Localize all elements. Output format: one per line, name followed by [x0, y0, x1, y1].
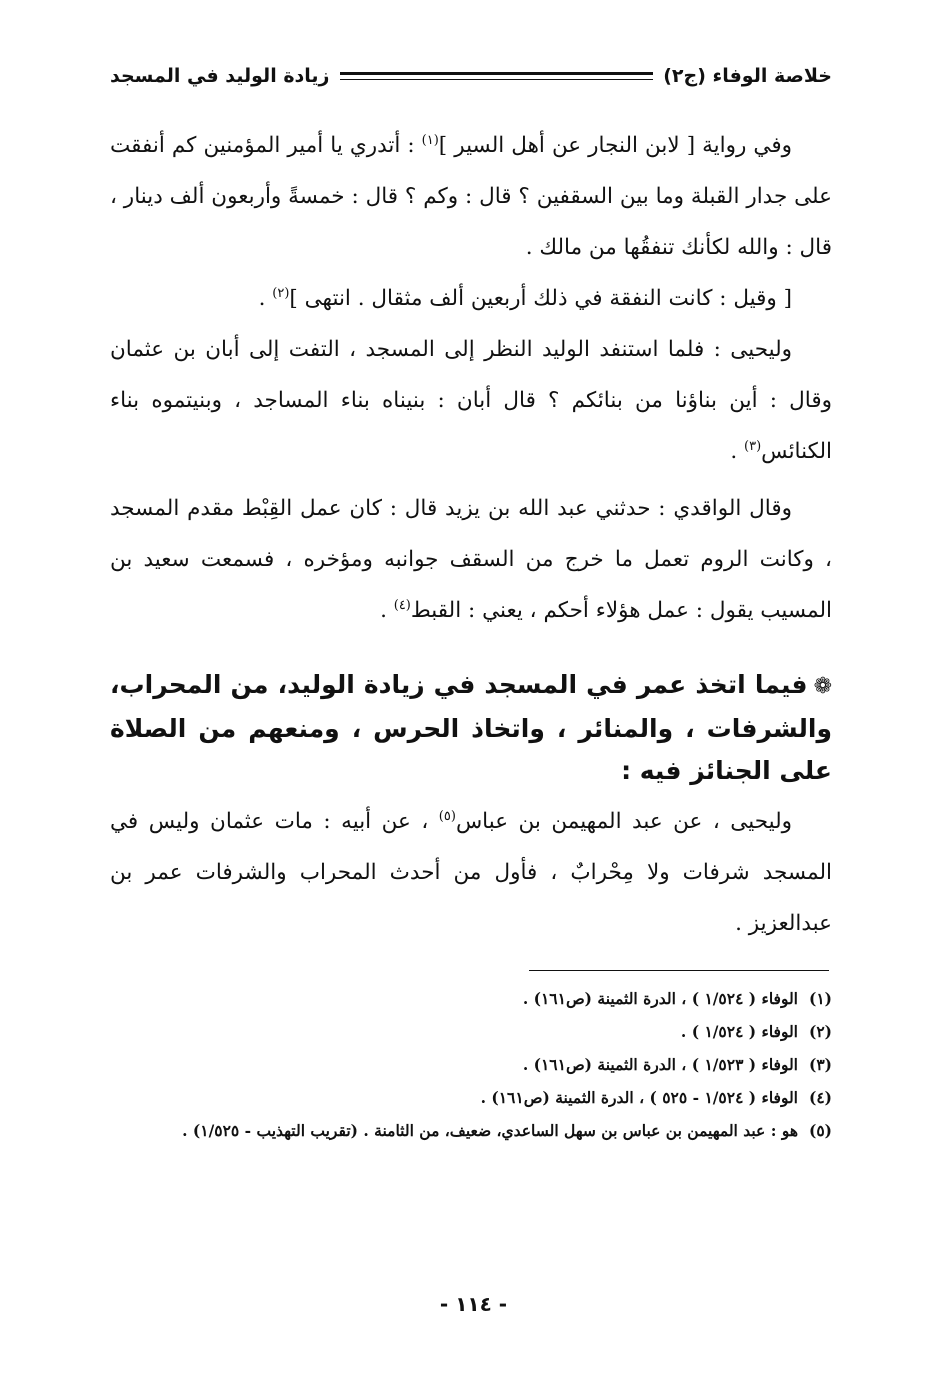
footnote: (١) الوفاء ( ١/٥٢٤ ) ، الدرة الثمينة (ص١٦١) . [522, 989, 832, 1008]
paragraph: وليحيى : فلما استنفد الوليد النظر إلى المسجد ، التفت إلى أبان بن عثمان وقال : أين بناؤنا من بنائكم ؟ قال أبان : بنيناه بناء المساجد ، وبنيتموه بناء الكنائس$^{(٣)}$ . [110, 337, 832, 464]
page-number: - ١١٤ - [439, 1292, 508, 1316]
footnote-ref: (٥) [438, 808, 456, 824]
footnote-ref: (٣) [744, 438, 762, 454]
footnote-ref: (٤) [393, 597, 411, 613]
header-chapter-title: زيادة الوليد في المسجد [110, 65, 330, 87]
section-heading [110, 664, 832, 792]
footnote: (٢) الوفاء ( ١/٥٢٤ ) . [680, 1022, 832, 1041]
header-rule [340, 72, 654, 80]
footnote: (٤) الوفاء ( ١/٥٢٤ - ٥٢٥ ) ، الدرة الثمينة (ص١٦١) . [480, 1088, 832, 1107]
paragraph: وفي رواية [ لابن النجار عن أهل السير ]$^{(١)}$ : أتدري يا أمير المؤمنين كم أنفقت على جدار القبلة وما بين السقفين ؟ قال : وكم ؟ قال : خمسةً وأربعون ألف دينار ، قال : والله لكأنك تنفقُها من مالك . [110, 132, 832, 260]
footnote: (٥) هو : عبد المهيمن بن عباس بن سهل الساعدي، ضعيف، من الثامنة . (تقريب التهذيب - ١/٥٢٥) . [182, 1121, 832, 1140]
footnotes [110, 982, 832, 1147]
footnote: (٣) الوفاء ( ١/٥٢٣ ) ، الدرة الثمينة (ص١٦١) . [522, 1055, 832, 1074]
running-header [110, 58, 832, 94]
footnote-ref: (١) [421, 132, 439, 148]
section-heading-text: فيما اتخذ عمر في المسجد في زيادة الوليد، من المحراب، والشرفات ، والمنائر ، واتخاذ الحرس ، ومنعهم من الصلاة على الجنائز فيه : [110, 670, 832, 785]
footnote-ref: (٢) [272, 285, 290, 301]
footnote-separator [529, 970, 829, 971]
main-text [110, 120, 832, 949]
paragraph: [ وقيل : كانت النفقة في ذلك أربعين ألف مثقال . انتهى ]$^{(٢)}$ . [258, 285, 792, 311]
header-book-title: خلاصة الوفاء (ج٢) [663, 65, 832, 87]
flower-icon: ❁ [813, 674, 832, 699]
paragraph: وليحيى ، عن عبد المهيمن بن عباس$^{(٥)}$ ، عن أبيه : مات عثمان وليس في المسجد شرفات ولا مِحْرابٌ ، فأول من أحدث المحراب والشرفات عمر بن عبدالعزيز . [110, 808, 832, 936]
paragraph: وقال الواقدي : حدثني عبد الله بن يزيد قال : كان عمل القِبْط مقدم المسجد ، وكانت الروم تعمل ما خرج من السقف جوانبه ومؤخره ، فسمعت سعيد بن المسيب يقول : عمل هؤلاء أحكم ، يعني : القبط$^{(٤)}$ . [110, 496, 832, 623]
